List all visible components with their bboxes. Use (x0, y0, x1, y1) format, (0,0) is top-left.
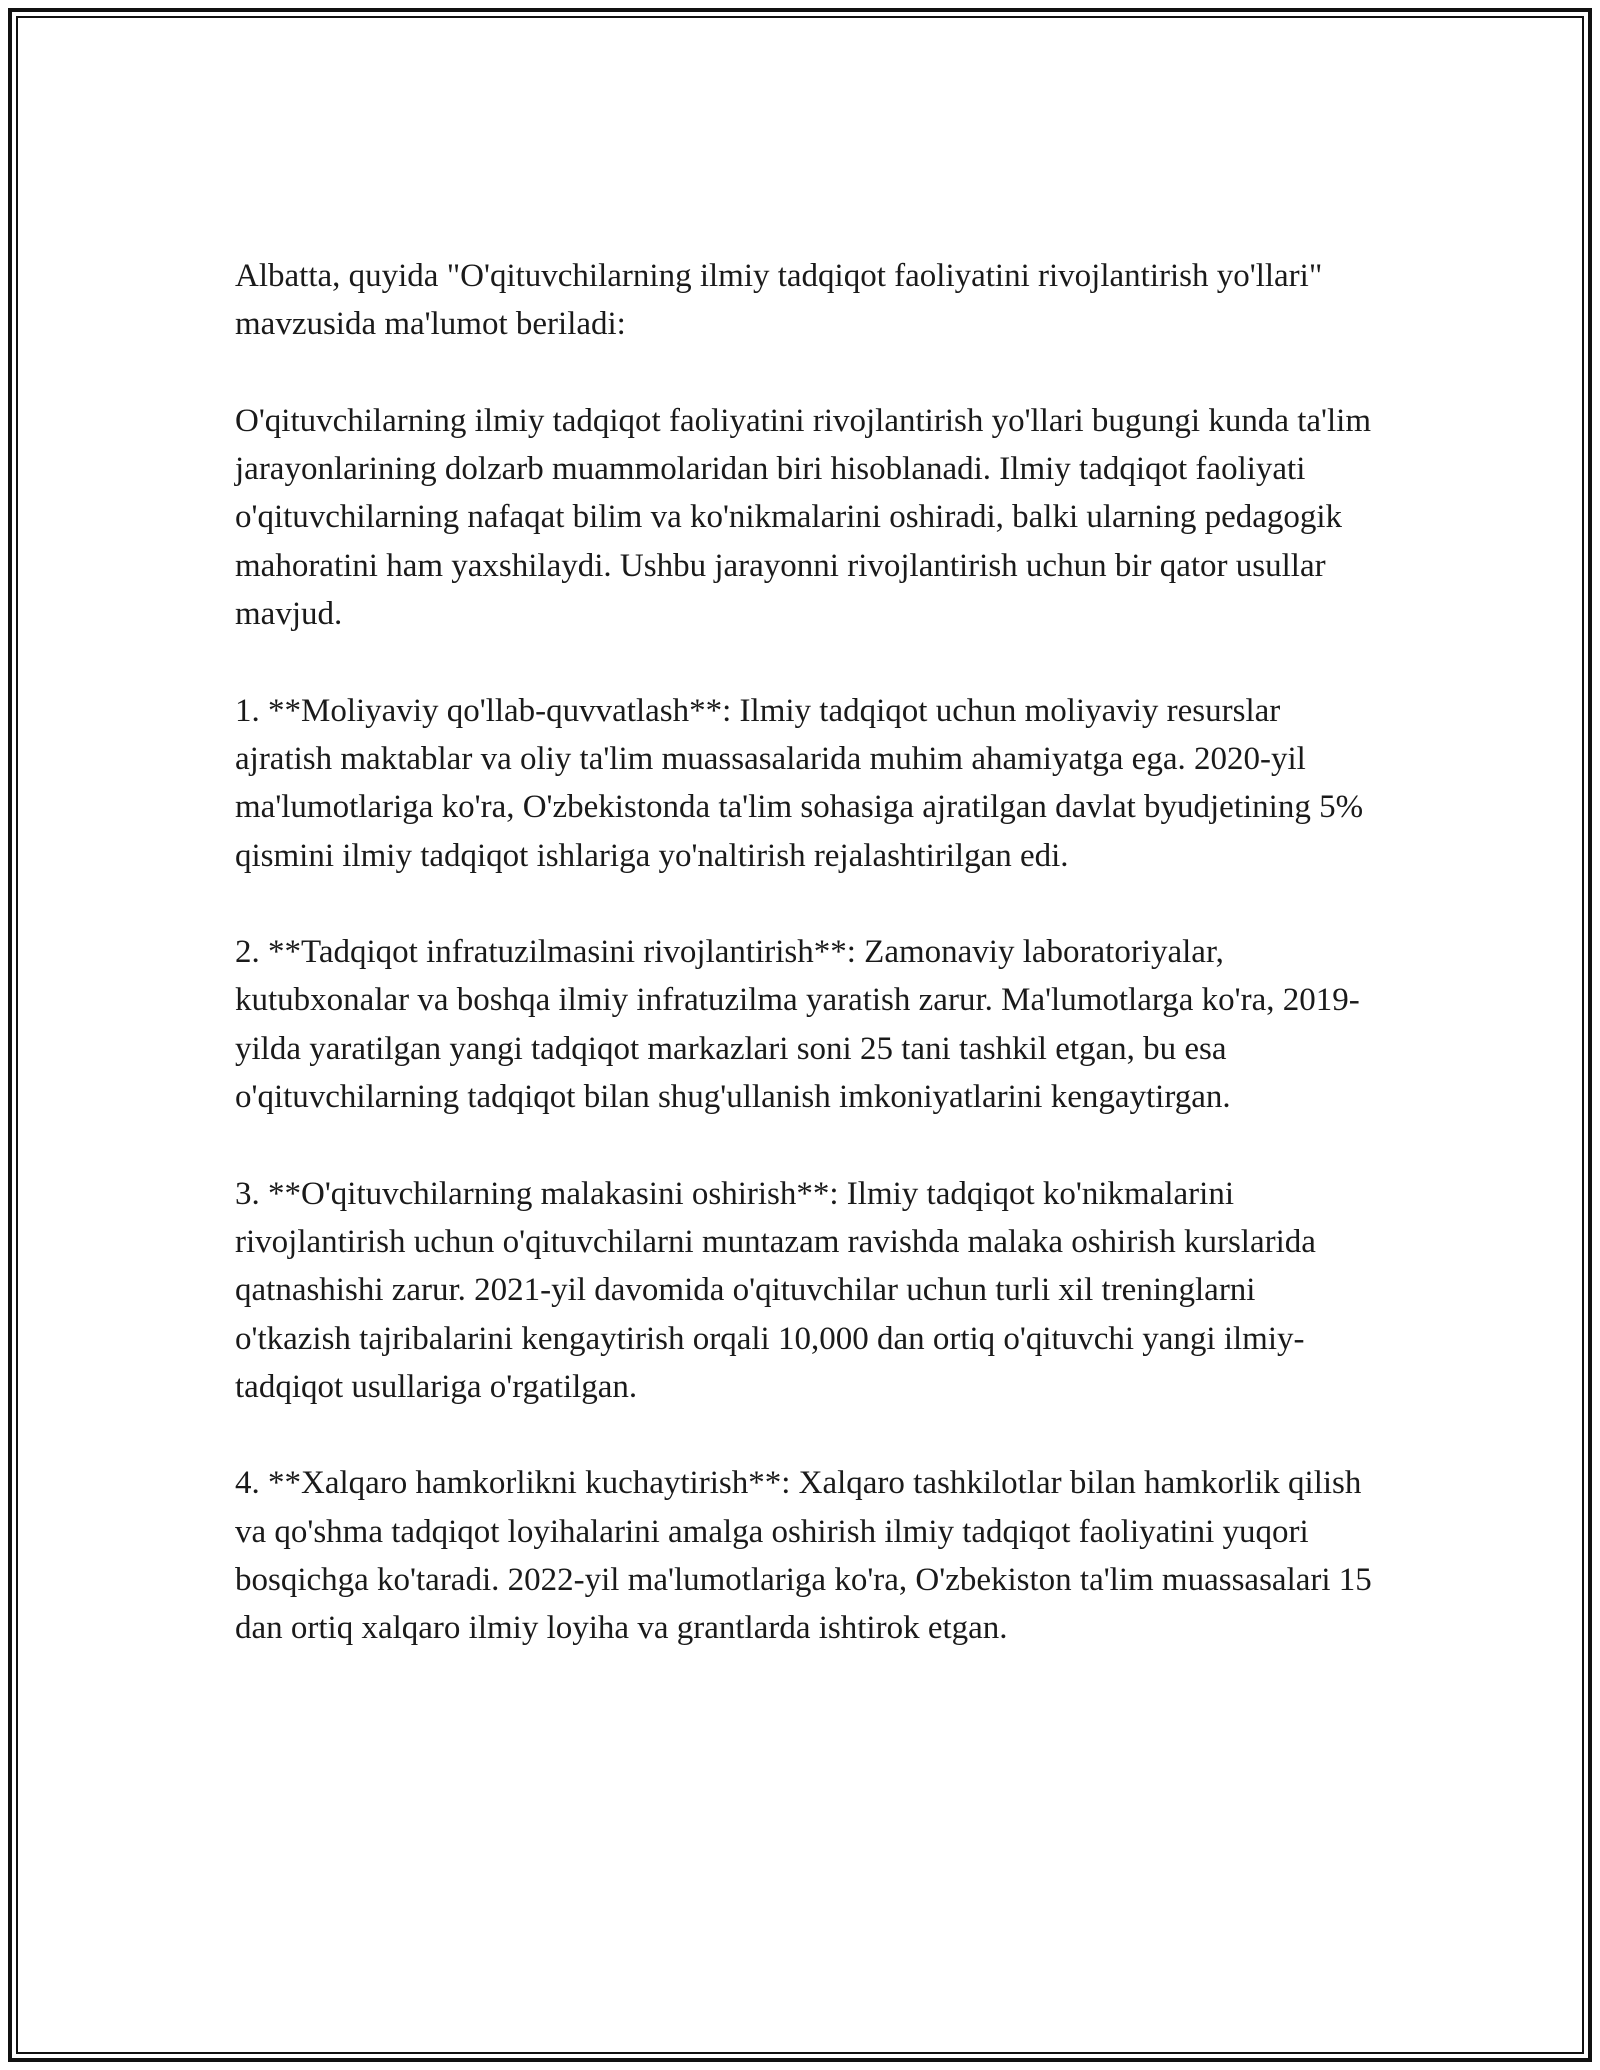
list-item-teacher-qualification: 3. **O'qituvchilarning malakasini oshirish**: Ilmiy tadqiqot ko'nikmalarini rivojlantirish uchun o'qituvchilarni muntazam ravishda malaka oshirish kurslarida qatnashishi zarur. 2021-yil davomida o'qituvchilar uchun turli xil treninglarni o'tkazish tajribalarini kengaytirish orqali 10,000 dan ortiq o'qituvchi yangi ilmiy-tadqiqot usullariga o'rgatilgan. (235, 1175, 1316, 1405)
document-body (235, 252, 1375, 1653)
intro-paragraph: Albatta, quyida "O'qituvchilarning ilmiy tadqiqot faoliyatini rivojlantirish yo'llari" mavzusida ma'lumot beriladi: (235, 258, 1323, 343)
list-item-research-infrastructure: 2. **Tadqiqot infratuzilmasini rivojlantirish**: Zamonaviy laboratoriyalar, kutubxonalar va boshqa ilmiy infratuzilma yaratish zarur. Ma'lumotlarga ko'ra, 2019-yilda yaratilgan yangi tadqiqot markazlari soni 25 tani tashkil etgan, bu esa o'qituvchilarning tadqiqot bilan shug'ullanish imkoniyatlarini kengaytirgan. (235, 934, 1360, 1116)
list-item-international-cooperation: 4. **Xalqaro hamkorlikni kuchaytirish**: Xalqaro tashkilotlar bilan hamkorlik qilish va qo'shma tadqiqot loyihalarini amalga oshirish ilmiy tadqiqot faoliyatini yuqori bosqichga ko'taradi. 2022-yil ma'lumotlariga ko'ra, O'zbekiston ta'lim muassasalari 15 dan ortiq xalqaro ilmiy loyiha va grantlarda ishtirok etgan. (235, 1465, 1372, 1647)
list-item-financial-support: 1. **Moliyaviy qo'llab-quvvatlash**: Ilmiy tadqiqot uchun moliyaviy resurslar ajratish maktablar va oliy ta'lim muassasalarida muhim ahamiyatga ega. 2020-yil ma'lumotlariga ko'ra, O'zbekistonda ta'lim sohasiga ajratilgan davlat byudjetining 5% qismini ilmiy tadqiqot ishlariga yo'naltirish rejalashtirilgan edi. (235, 692, 1364, 874)
overview-paragraph: O'qituvchilarning ilmiy tadqiqot faoliyatini rivojlantirish yo'llari bugungi kunda ta'lim jarayonlarining dolzarb muammolaridan biri hisoblanadi. Ilmiy tadqiqot faoliyati o'qituvchilarning nafaqat bilim va ko'nikmalarini oshiradi, balki ularning pedagogik mahoratini ham yaxshilaydi. Ushbu jarayonni rivojlantirish uchun bir qator usullar mavjud. (235, 402, 1372, 633)
